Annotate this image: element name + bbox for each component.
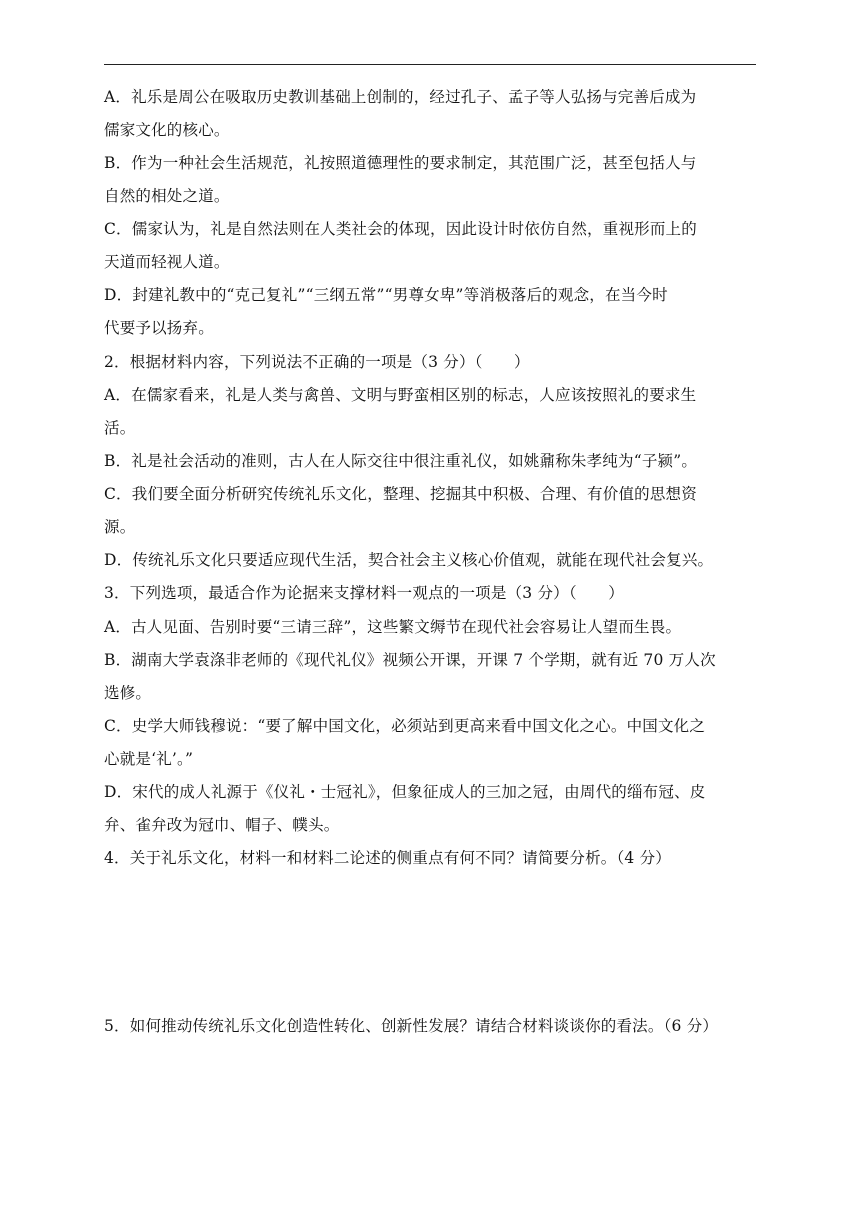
q1-option-a-line2: 儒家文化的核心。 — [104, 121, 230, 139]
q1-option-b-line1: B．作为一种社会生活规范，礼按照道德理性的要求制定，其范围广泛，甚至包括人与 — [104, 154, 697, 172]
q2-option-d: D．传统礼乐文化只要适应现代生活，契合社会主义核心价值观，就能在现代社会复兴。 — [104, 551, 714, 569]
q3-option-b-line1: B．湖南大学袁涤非老师的《现代礼仪》视频公开课，开课 7 个学期，就有近 70 万人次 — [104, 651, 716, 669]
q1-option-d-line1: D．封建礼教中的“克己复礼”“三纲五常”“男尊女卑”等消极落后的观念，在当今时 — [104, 286, 668, 304]
header-rule — [104, 64, 756, 65]
q1-option-c-line2: 天道而轻视人道。 — [104, 253, 230, 271]
q1-option-d-line2: 代要予以扬弃。 — [104, 319, 214, 337]
question-4: 4．关于礼乐文化，材料一和材料二论述的侧重点有何不同？请简要分析。（4 分） — [104, 849, 672, 867]
question-2-stem: 2．根据材料内容，下列说法不正确的一项是（3 分）（ ） — [104, 353, 530, 371]
q1-option-c-line1: C．儒家认为，礼是自然法则在人类社会的体现，因此设计时依仿自然，重视形而上的 — [104, 220, 697, 238]
q2-option-b: B．礼是社会活动的准则，古人在人际交往中很注重礼仪，如姚鼐称朱孝纯为“子颍”。 — [104, 452, 698, 470]
q3-option-a: A．古人见面、告别时要“三请三辞”，这些繁文缛节在现代社会容易让人望而生畏。 — [104, 618, 682, 636]
q3-option-c-line1: C．史学大师钱穆说：“要了解中国文化，必须站到更高来看中国文化之心。中国文化之 — [104, 717, 706, 735]
q3-option-d-line2: 弁、雀弁改为冠巾、帽子、幞头。 — [104, 816, 340, 834]
q2-option-a-line1: A．在儒家看来，礼是人类与禽兽、文明与野蛮相区别的标志，人应该按照礼的要求生 — [104, 386, 697, 404]
q3-option-c-line2: 心就是‘礼’。” — [104, 750, 194, 768]
q3-option-d-line1: D．宋代的成人礼源于《仪礼・士冠礼》，但象征成人的三加之冠，由周代的缁布冠、皮 — [104, 783, 706, 801]
q3-option-b-line2: 选修。 — [104, 684, 152, 702]
question-5: 5．如何推动传统礼乐文化创造性转化、创新性发展？请结合材料谈谈你的看法。（6 分） — [104, 1017, 719, 1035]
q1-option-a-line1: A．礼乐是周公在吸取历史教训基础上创制的，经过孔子、孟子等人弘扬与完善后成为 — [104, 88, 697, 106]
q1-option-b-line2: 自然的相处之道。 — [104, 187, 230, 205]
question-3-stem: 3．下列选项，最适合作为论据来支撑材料一观点的一项是（3 分）（ ） — [104, 584, 624, 602]
q2-option-a-line2: 活。 — [104, 419, 136, 437]
q2-option-c-line2: 源。 — [104, 518, 136, 536]
q2-option-c-line1: C．我们要全面分析研究传统礼乐文化，整理、挖掘其中积极、合理、有价值的思想资 — [104, 485, 697, 503]
